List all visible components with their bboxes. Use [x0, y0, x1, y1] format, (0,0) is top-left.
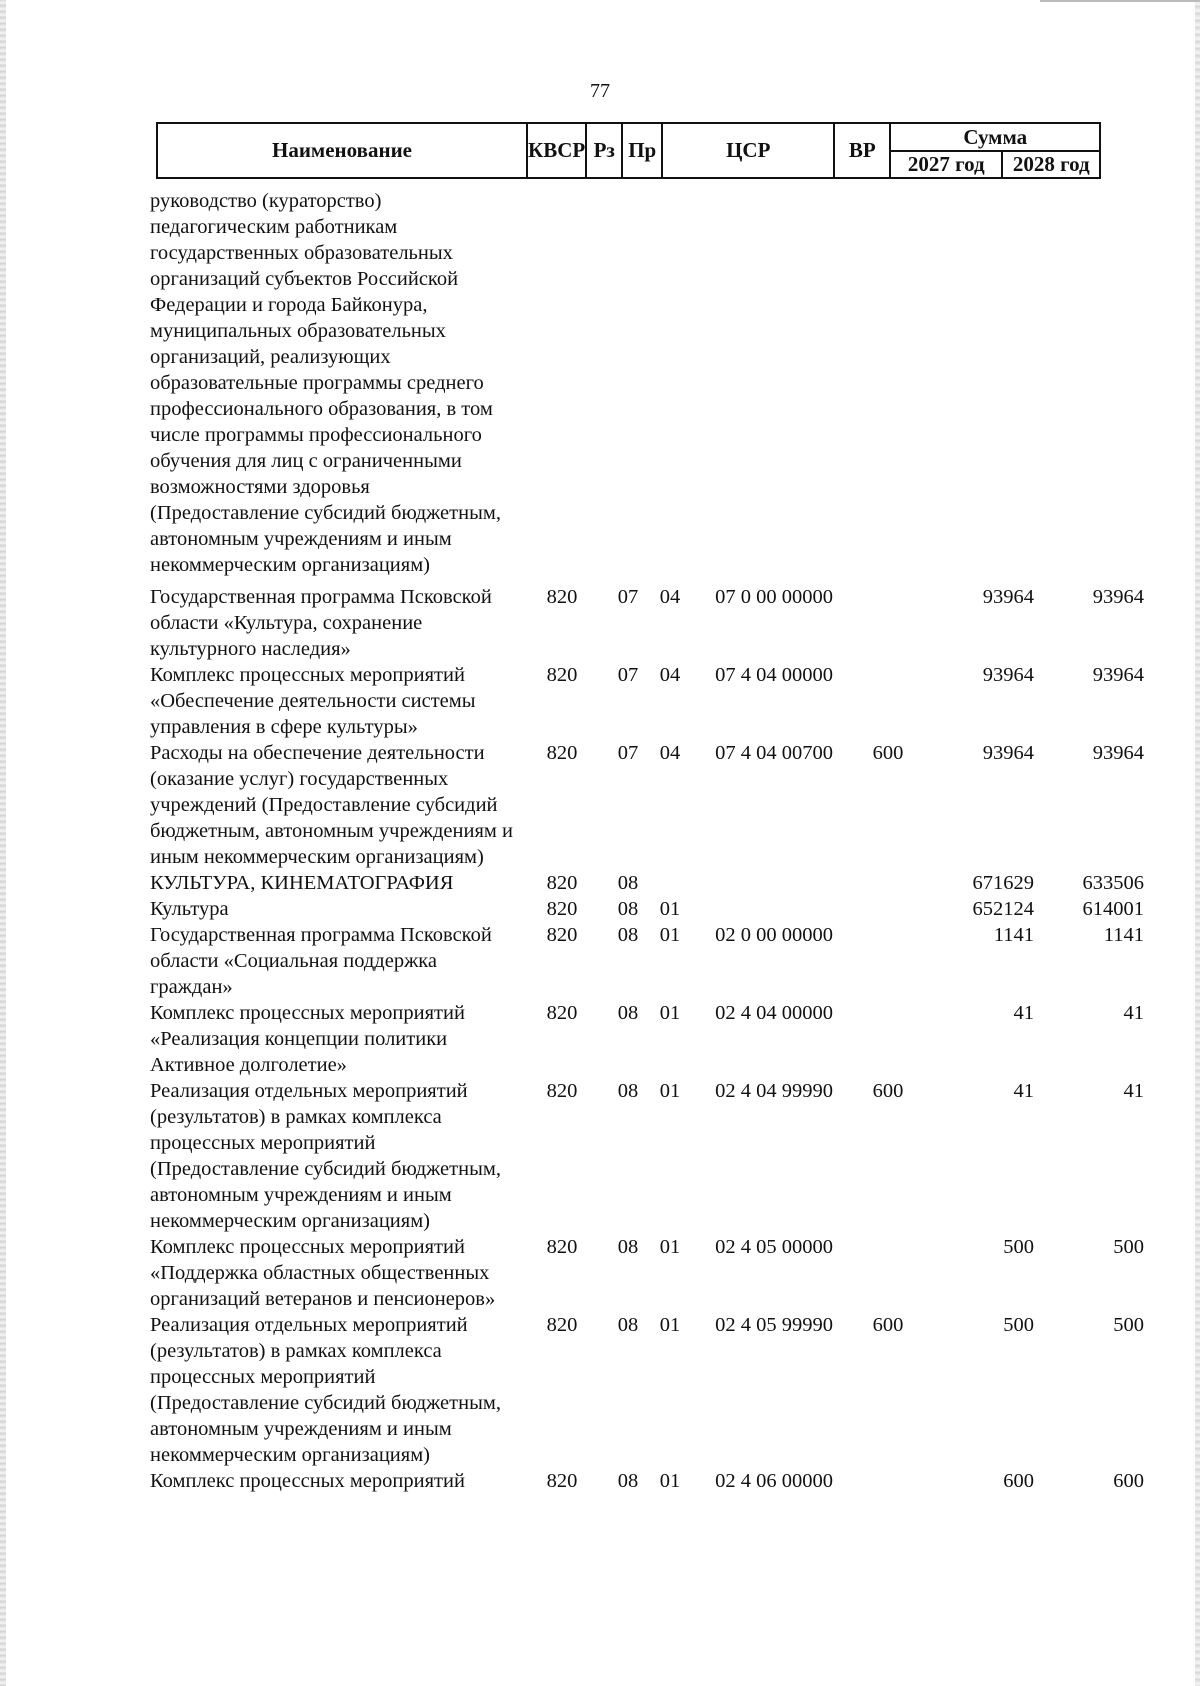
- cell-csr: 02 4 04 99990: [715, 1080, 833, 1102]
- cell-rz: 08: [617, 1314, 639, 1336]
- cell-kvsr: 820: [546, 1002, 578, 1024]
- table-row: [150, 1000, 1144, 1078]
- table-body: [150, 188, 1144, 1494]
- cell-pr: 01: [659, 898, 681, 920]
- cell-csr: 02 0 00 00000: [715, 924, 833, 946]
- cell-rz: 07: [617, 664, 639, 686]
- cell-rz: 08: [617, 872, 639, 894]
- cell-kvsr: 820: [546, 586, 578, 608]
- cell-sum-2028: 93964: [1092, 586, 1144, 608]
- cell-sum-2027: 1141: [993, 924, 1034, 946]
- cell-kvsr: 820: [546, 872, 578, 894]
- cell-name: руководство (кураторство) педагогическим работникам государственных образовательных организаций субъектов Российской Федерации и города Байконура, муниципальных образовательных организаций, реализующих образовательные программы среднего профессионального образования, в том числе программы профессионального обучения для лиц с ограниченными возможностями здоровья (Предоставление субсидий бюджетным, автономным учреждениям и иным некоммерческим организациям): [150, 190, 501, 576]
- cell-kvsr: 820: [546, 924, 578, 946]
- cell-kvsr: 820: [546, 742, 578, 764]
- cell-sum-2027: 41: [1013, 1002, 1034, 1024]
- cell-sum-2028: 614001: [1082, 898, 1144, 920]
- cell-sum-2028: 633506: [1082, 872, 1144, 894]
- cell-csr: 02 4 05 00000: [715, 1236, 833, 1258]
- cell-vr: 600: [872, 1080, 904, 1102]
- cell-name: Государственная программа Псковской области «Социальная поддержка граждан»: [150, 924, 492, 998]
- cell-rz: 07: [617, 586, 639, 608]
- cell-kvsr: 820: [546, 1236, 578, 1258]
- cell-sum-2027: 93964: [982, 742, 1034, 764]
- cell-sum-2027: 93964: [982, 586, 1034, 608]
- cell-name: Комплекс процессных мероприятий «Обеспечение деятельности системы управления в сфере культуры»: [150, 664, 476, 738]
- cell-sum-2028: 1141: [1103, 924, 1144, 946]
- cell-sum-2027: 500: [1003, 1314, 1034, 1336]
- cell-name: Реализация отдельных мероприятий (результатов) в рамках комплекса процессных мероприятий (Предоставление субсидий бюджетным, автономным учреждениям и иным некоммерческим организациям): [150, 1314, 501, 1466]
- cell-kvsr: 820: [546, 1470, 578, 1492]
- cell-pr: 01: [659, 1080, 681, 1102]
- cell-sum-2028: 41: [1123, 1002, 1144, 1024]
- table-row: [150, 188, 1130, 578]
- header-2027: 2027 год: [890, 151, 1002, 178]
- cell-csr: 07 4 04 00000: [715, 664, 833, 686]
- cell-name: Государственная программа Псковской области «Культура, сохранение культурного наследия»: [150, 586, 492, 660]
- cell-pr: 01: [659, 1002, 681, 1024]
- cell-rz: 08: [617, 898, 639, 920]
- header-pr: Пр: [622, 123, 662, 178]
- header-csr: ЦСР: [662, 123, 834, 178]
- cell-sum-2028: 93964: [1092, 664, 1144, 686]
- cell-rz: 08: [617, 924, 639, 946]
- page-number: 77: [590, 80, 610, 102]
- cell-sum-2027: 500: [1003, 1236, 1034, 1258]
- cell-sum-2027: 671629: [972, 872, 1034, 894]
- cell-name: Комплекс процессных мероприятий «Поддержка областных общественных организаций ветеранов и пенсионеров»: [150, 1236, 496, 1310]
- header-vr: ВР: [834, 123, 890, 178]
- cell-name: КУЛЬТУРА, КИНЕМАТОГРАФИЯ: [150, 872, 454, 894]
- cell-sum-2028: 93964: [1092, 742, 1144, 764]
- cell-pr: 01: [659, 924, 681, 946]
- cell-name: Культура: [150, 898, 229, 920]
- cell-csr: 07 4 04 00700: [715, 742, 833, 764]
- cell-rz: 08: [617, 1002, 639, 1024]
- cell-kvsr: 820: [546, 664, 578, 686]
- table-row: [150, 662, 1144, 740]
- scan-edge-right: [1195, 0, 1200, 1686]
- cell-pr: 04: [659, 664, 681, 686]
- cell-pr: 04: [659, 586, 681, 608]
- cell-pr: 01: [659, 1314, 681, 1336]
- cell-name: Комплекс процессных мероприятий: [150, 1470, 465, 1492]
- cell-name: Реализация отдельных мероприятий (результатов) в рамках комплекса процессных мероприятий (Предоставление субсидий бюджетным, автономным учреждениям и иным некоммерческим организациям): [150, 1080, 501, 1232]
- cell-rz: 08: [617, 1236, 639, 1258]
- cell-sum-2027: 652124: [972, 898, 1034, 920]
- cell-rz: 08: [617, 1470, 639, 1492]
- cell-rz: 08: [617, 1080, 639, 1102]
- header-2028: 2028 год: [1002, 151, 1100, 178]
- cell-sum-2027: 41: [1013, 1080, 1034, 1102]
- cell-sum-2027: 600: [1003, 1470, 1034, 1492]
- cell-sum-2028: 500: [1113, 1236, 1144, 1258]
- header-rz: Рз: [586, 123, 622, 178]
- cell-csr: 02 4 06 00000: [715, 1470, 833, 1492]
- cell-vr: 600: [872, 1314, 904, 1336]
- cell-csr: 07 0 00 00000: [715, 586, 833, 608]
- cell-sum-2028: 600: [1113, 1470, 1144, 1492]
- cell-pr: 01: [659, 1470, 681, 1492]
- header-sum: Сумма: [890, 123, 1100, 151]
- cell-sum-2028: 41: [1123, 1080, 1144, 1102]
- table-row: [150, 1234, 1144, 1312]
- cell-kvsr: 820: [546, 1314, 578, 1336]
- table-row: [150, 896, 1144, 922]
- table-row: [150, 922, 1144, 1000]
- cell-kvsr: 820: [546, 1080, 578, 1102]
- cell-rz: 07: [617, 742, 639, 764]
- cell-pr: 04: [659, 742, 681, 764]
- cell-csr: 02 4 04 00000: [715, 1002, 833, 1024]
- table-row: [150, 584, 1144, 662]
- table-row: [150, 870, 1144, 896]
- table-row: [150, 1312, 1144, 1468]
- scan-edge-left: [0, 0, 6, 1686]
- table-row: [150, 1468, 1144, 1494]
- table-row: [150, 740, 1144, 870]
- header-kvsr: КВСР: [527, 123, 586, 178]
- cell-name: Расходы на обеспечение деятельности (оказание услуг) государственных учреждений (Предоставление субсидий бюджетным, автономным учреждениям и иным некоммерческим организациям): [150, 742, 513, 868]
- cell-pr: 01: [659, 1236, 681, 1258]
- table-row: [150, 1078, 1144, 1234]
- table-header: [156, 122, 1101, 179]
- cell-sum-2028: 500: [1113, 1314, 1144, 1336]
- cell-vr: 600: [872, 742, 904, 764]
- cell-sum-2027: 93964: [982, 664, 1034, 686]
- header-name: Наименование: [157, 123, 527, 178]
- scan-line-top: [1040, 0, 1200, 2]
- cell-kvsr: 820: [546, 898, 578, 920]
- cell-name: Комплекс процессных мероприятий «Реализация концепции политики Активное долголетие»: [150, 1002, 465, 1076]
- cell-csr: 02 4 05 99990: [715, 1314, 833, 1336]
